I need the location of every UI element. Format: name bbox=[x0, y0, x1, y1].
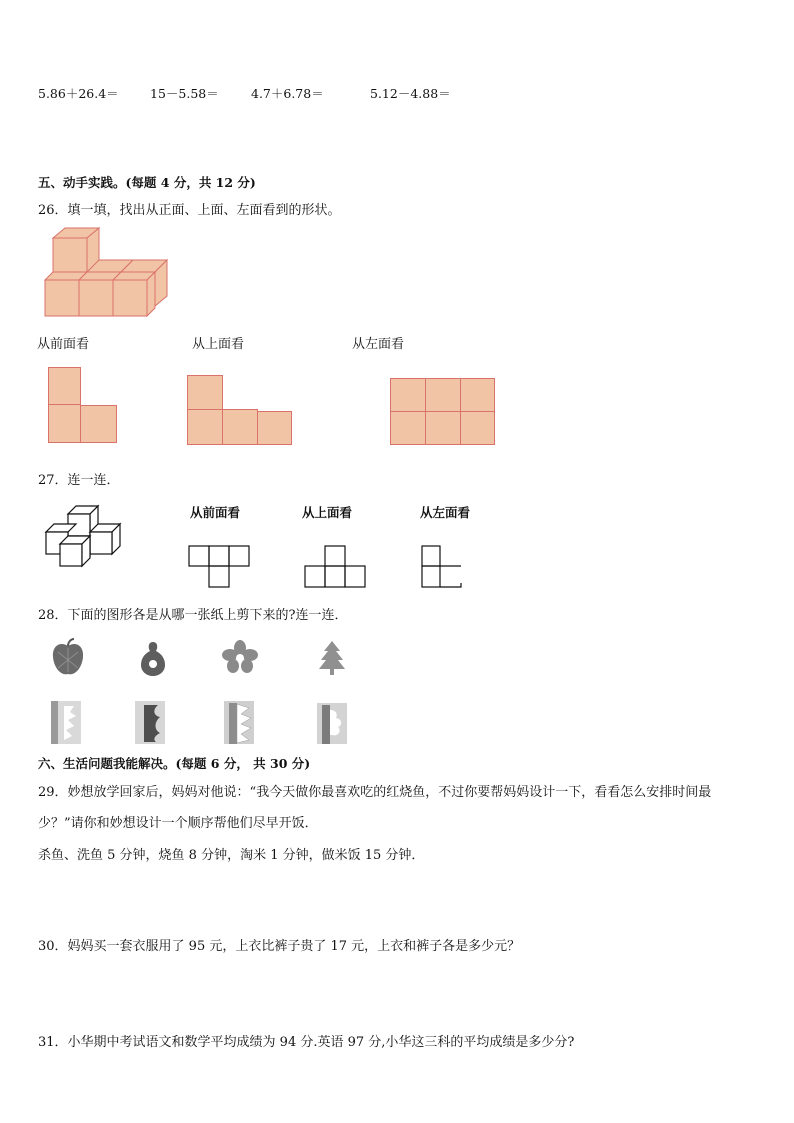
q27-label-left: 从左面看 bbox=[420, 505, 471, 520]
q26-label-top: 从上面看 bbox=[192, 337, 245, 352]
q29-line-2: 少？”请你和妙想设计一个顺序帮他们尽早开饭． bbox=[38, 816, 318, 831]
q30-text: 30．妈妈买一套衣服用了 95 元，上衣比裤子贵了 17 元，上衣和裤子各是多少元？ bbox=[38, 939, 521, 954]
flower-shape-icon bbox=[221, 640, 259, 674]
apple-shape-icon bbox=[50, 638, 86, 678]
q29-line-1: 29．妙想放学回家后，妈妈对他说：“我今天做你最喜欢吃的红烧鱼，不过你要帮妈妈设计一下，看看怎么安排时间最 bbox=[38, 785, 712, 800]
q26-top-view bbox=[187, 375, 293, 446]
arithmetic-item-2: 15－5.58＝ bbox=[150, 86, 219, 101]
section-5-heading: 五、动手实践。(每题 4 分，共 12 分) bbox=[38, 175, 256, 190]
q27-text: 27．连一连． bbox=[38, 473, 120, 488]
paper-cut-3-icon bbox=[223, 700, 257, 746]
q26-label-front: 从前面看 bbox=[37, 337, 90, 352]
q28-text: 28．下面的图形各是从哪一张纸上剪下来的?连一连． bbox=[38, 608, 348, 623]
q29-line-3: 杀鱼、洗鱼 5 分钟，烧鱼 8 分钟，淘米 1 分钟，做米饭 15 分钟． bbox=[38, 848, 425, 863]
tree-shape-icon bbox=[317, 640, 347, 676]
q27-label-top: 从上面看 bbox=[302, 505, 353, 520]
q26-left-view bbox=[390, 378, 496, 446]
gourd-shape-icon bbox=[138, 639, 168, 677]
section-6-heading: 六、生活问题我能解决。(每题 6 分， 共 30 分) bbox=[38, 756, 311, 771]
paper-cut-2-icon bbox=[134, 700, 168, 746]
q26-front-view bbox=[48, 367, 118, 443]
q27-option-left bbox=[421, 545, 463, 589]
arithmetic-item-1: 5.86＋26.4＝ bbox=[38, 86, 119, 101]
arithmetic-item-4: 5.12－4.88＝ bbox=[370, 86, 451, 101]
arithmetic-item-3: 4.7＋6.78＝ bbox=[251, 86, 324, 101]
paper-cut-4-icon bbox=[316, 702, 350, 746]
q27-option-front bbox=[188, 545, 250, 589]
q31-text: 31．小华期中考试语文和数学平均成绩为 94 分.英语 97 分,小华这三科的平均成绩是多少分? bbox=[38, 1035, 575, 1050]
q26-cube-figure bbox=[40, 225, 175, 320]
q26-label-left: 从左面看 bbox=[352, 337, 405, 352]
q27-label-front: 从前面看 bbox=[190, 505, 241, 520]
paper-cut-1-icon bbox=[50, 700, 84, 746]
q27-option-top bbox=[304, 545, 366, 589]
q26-text: 26．填一填，找出从正面、上面、左面看到的形状。 bbox=[38, 203, 341, 218]
q27-cube-figure bbox=[44, 500, 136, 570]
